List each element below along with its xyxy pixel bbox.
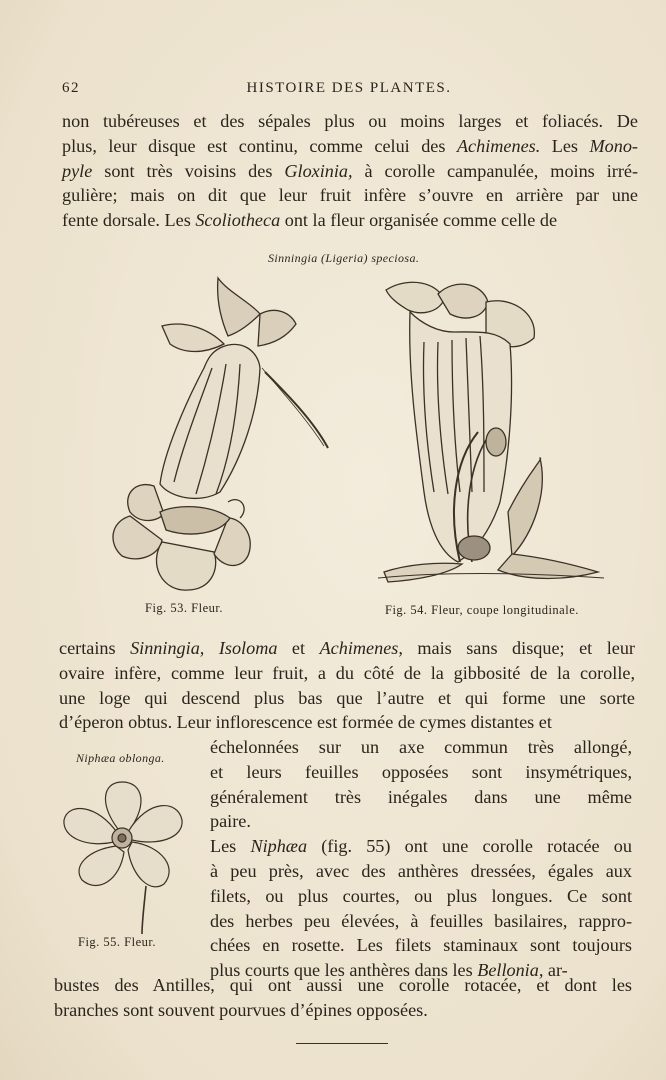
side-paragraph — [210, 735, 632, 983]
middle-paragraph — [59, 636, 635, 735]
text-line: plus courts que les anthères dans les Bellonia, ar- — [210, 960, 568, 981]
text-line: pyle sont très voisins des Gloxinia, à corolle campanulée, moins irré- — [62, 160, 638, 181]
italic-taxon: Scoliotheca — [195, 210, 281, 231]
end-rule — [296, 1043, 388, 1044]
text-line: chées en rosette. Les filets staminaux sont toujours — [210, 935, 632, 956]
figure-55-title: Niphæa oblonga. — [76, 751, 165, 765]
figure-55-caption: Fig. 55. Fleur. — [78, 935, 156, 949]
text-line: généralement très inégales dans une même — [210, 786, 632, 807]
figure-53-54-title: Sinningia (Ligeria) speciosa. — [268, 251, 420, 265]
italic-taxon: Achimenes, — [319, 638, 403, 658]
figure-55-flower-illustration — [58, 776, 188, 936]
text-line: bustes des Antilles, qui ont aussi une corolle rotacée, et dont les — [54, 975, 632, 995]
text-line: branches sont souvent pourvues d’épines opposées. — [54, 999, 428, 1020]
top-paragraph — [62, 109, 638, 233]
text-line: fente dorsale. Les Scoliotheca ont la fleur organisée comme celle de — [62, 210, 558, 231]
italic-taxon: Mono- — [589, 135, 638, 156]
page-header — [62, 80, 636, 100]
text-line: gulière; mais on dit que leur fruit infère s’ouvre en arrière par une — [62, 185, 638, 206]
text-line: à peu près, avec des anthères dressées, égales aux — [210, 860, 632, 881]
italic-taxon: Bellonia, — [477, 960, 544, 981]
text-line: Les Niphæa (fig. 55) ont une corolle rotacée ou — [210, 836, 632, 857]
figure-54-caption: Fig. 54. Fleur, coupe longitudinale. — [385, 603, 579, 617]
bottom-paragraph — [54, 973, 632, 1023]
running-title: HISTOIRE DES PLANTES. — [246, 80, 452, 96]
italic-taxon: Sinningia, Isoloma — [130, 638, 278, 658]
text-line: non tubéreuses et des sépales plus ou moins larges et foliacés. De — [62, 111, 638, 131]
text-line: ovaire infère, comme leur fruit, a du côté de la gibbosité de la corolle, — [59, 662, 635, 683]
page-number: 62 — [62, 80, 80, 96]
figure-53-caption: Fig. 53. Fleur. — [145, 601, 223, 615]
text-line: des herbes peu élevées, à feuilles basilaires, rappro- — [210, 910, 632, 931]
text-line: certains Sinningia, Isoloma et Achimenes, mais sans disque; et leur — [59, 638, 635, 658]
text-line: paire. — [210, 811, 251, 832]
italic-taxon: Achimenes. — [456, 135, 541, 156]
figure-53-flower-illustration — [100, 272, 340, 602]
text-line: échelonnées sur un axe commun très allongé, — [210, 737, 632, 757]
figure-54-section-illustration — [378, 272, 608, 602]
italic-taxon: pyle — [62, 160, 93, 181]
text-line: plus, leur disque est continu, comme celui des Achimenes. Les Mono- — [62, 135, 638, 156]
text-line: et leurs feuilles opposées sont insymétriques, — [210, 761, 632, 782]
text-line: une loge qui descend plus bas que l’autre et qui forme une sorte — [59, 687, 635, 708]
italic-taxon: Niphæa — [250, 836, 308, 857]
italic-taxon: Gloxinia, — [284, 160, 353, 181]
text-line: d’éperon obtus. Leur inflorescence est formée de cymes distantes et — [59, 712, 552, 733]
text-line: filets, ou plus courtes, ou plus longues. Ce sont — [210, 885, 632, 906]
